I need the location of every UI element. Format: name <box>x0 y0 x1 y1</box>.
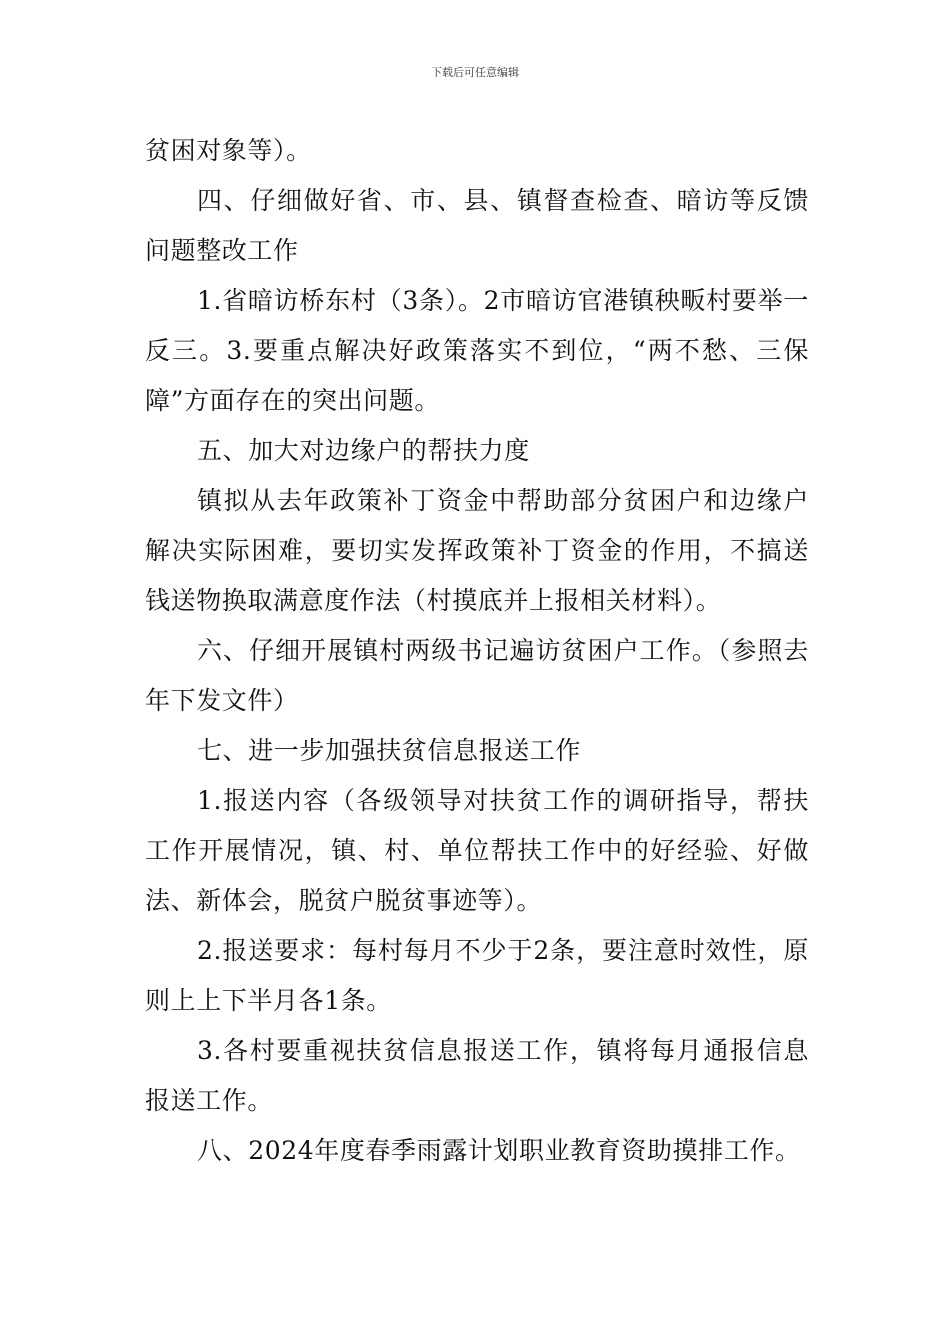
section-heading-4: 四、仔细做好省、市、县、镇督查检查、暗访等反馈问题整改工作 <box>145 186 809 265</box>
paragraph-report-requirements: 2.报送要求：每村每月不少于2条，要注意时效性，原则上上下半月各1条。 <box>145 936 809 1015</box>
section-heading-7: 七、进一步加强扶贫信息报送工作 <box>197 736 582 765</box>
paragraph-report-content: 1.报送内容（各级领导对扶贫工作的调研指导，帮扶工作开展情况，镇、村、单位帮扶工作中的好经验、好做法、新体会，脱贫户脱贫事迹等）。 <box>145 786 809 915</box>
document-body <box>145 126 809 1176</box>
section-heading-6: 六、仔细开展镇村两级书记遍访贫困户工作。（参照去年下发文件） <box>145 636 809 715</box>
paragraph-edge-households: 镇拟从去年政策补丁资金中帮助部分贫困户和边缘户解决实际困难，要切实发挥政策补丁资金的作用，不搞送钱送物换取满意度作法（村摸底并上报相关材料）。 <box>145 486 809 615</box>
page-header-note: 下载后可任意编辑 <box>431 66 519 79</box>
paragraph-report-attention: 3.各村要重视扶贫信息报送工作，镇将每月通报信息报送工作。 <box>145 1036 809 1115</box>
section-heading-5: 五、加大对边缘户的帮扶力度 <box>197 436 530 465</box>
paragraph-rectification-items: 1.省暗访桥东村（3条）。2市暗访官港镇秧畈村要举一反三。3.要重点解决好政策落实不到位，“两不愁、三保障”方面存在的突出问题。 <box>145 286 809 415</box>
paragraph-continuation: 贫困对象等）。 <box>145 136 312 165</box>
section-heading-8: 八、2024年度春季雨露计划职业教育资助摸排工作。 <box>197 1136 801 1165</box>
